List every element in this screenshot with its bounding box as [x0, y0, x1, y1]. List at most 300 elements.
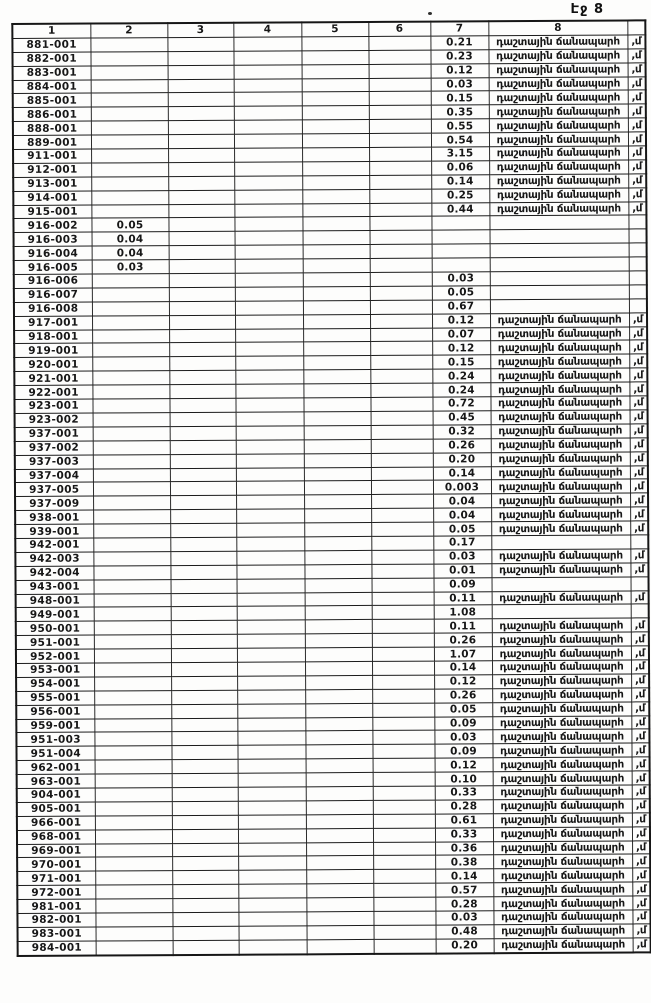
cell-empty: [302, 203, 369, 217]
edge-text-fragment: ,մ: [630, 521, 648, 535]
cell-empty: [169, 315, 235, 329]
cell-empty: [372, 717, 434, 731]
cell-road-type: դաշտային ճանապարհ: [490, 327, 629, 342]
cell-road-type: [490, 257, 629, 272]
cell-empty: [233, 51, 301, 65]
cell-empty: [171, 634, 237, 648]
cell-length-value: 0.17: [433, 536, 491, 550]
cell-col2-value: [92, 288, 169, 302]
column-header: 4: [233, 22, 301, 37]
cell-code: 954-001: [16, 677, 94, 691]
cell-empty: [236, 481, 304, 495]
cell-col2-value: [96, 926, 173, 940]
cell-road-type: դաշտային ճանապարհ: [493, 785, 632, 800]
cell-empty: [172, 801, 238, 815]
edge-text-fragment: ,մ: [631, 688, 649, 702]
edge-text-fragment: ,մ: [630, 549, 648, 563]
edge-text-fragment: ,մ: [632, 799, 650, 813]
cell-empty: [237, 662, 305, 676]
cell-length-value: 0.09: [434, 744, 492, 758]
cell-length-value: 0.12: [432, 341, 490, 355]
cell-code: 942-003: [15, 552, 93, 566]
edge-text-fragment: [630, 535, 648, 549]
cell-empty: [304, 509, 371, 523]
cell-code: 970-001: [17, 857, 95, 871]
edge-text-fragment: ,մ: [631, 632, 649, 646]
cell-empty: [301, 36, 368, 50]
cell-col2-value: [93, 538, 170, 552]
cell-road-type: դաշտային ճանապարհ: [490, 382, 629, 397]
cell-length-value: 0.48: [436, 925, 494, 939]
edge-text-fragment: ,մ: [631, 674, 649, 688]
cell-empty: [171, 579, 237, 593]
cell-road-type: [490, 271, 629, 286]
cell-length-value: 0.05: [432, 286, 490, 300]
cell-col2-value: [94, 732, 171, 746]
cell-length-value: 0.35: [431, 105, 489, 119]
cell-empty: [169, 398, 235, 412]
cell-empty: [302, 120, 369, 134]
cell-empty: [235, 315, 303, 329]
edge-text-fragment: ,մ: [629, 354, 647, 368]
cell-empty: [304, 467, 371, 481]
cell-col2-value: [93, 496, 170, 510]
cell-empty: [233, 37, 301, 51]
cell-col2-value: [94, 676, 171, 690]
cell-empty: [235, 259, 303, 273]
cell-col2-value: [91, 149, 168, 163]
cell-length-value: 0.03: [433, 550, 491, 564]
edge-text-fragment: ,մ: [628, 104, 646, 118]
edge-text-fragment: ,մ: [630, 563, 648, 577]
cell-road-type: դաշտային ճանապարհ: [492, 590, 631, 605]
cell-empty: [306, 773, 373, 787]
cell-empty: [236, 523, 304, 537]
cell-code: 948-001: [16, 594, 94, 608]
cell-road-type: դաշտային ճանապարհ: [489, 63, 628, 78]
cell-empty: [172, 884, 238, 898]
cell-empty: [238, 856, 306, 870]
cell-empty: [236, 509, 304, 523]
cell-code: 937-003: [15, 455, 93, 469]
cell-road-type: դաշտային ճանապարհ: [489, 174, 628, 189]
cell-empty: [303, 370, 370, 384]
cell-empty: [371, 536, 433, 550]
cell-empty: [371, 494, 433, 508]
header-margin-cell: [627, 20, 645, 34]
cell-code: 911-001: [13, 149, 91, 163]
cell-empty: [172, 815, 238, 829]
cell-length-value: 0.45: [433, 411, 491, 425]
cell-empty: [171, 690, 237, 704]
cell-code: 917-001: [14, 316, 92, 330]
cell-empty: [304, 453, 371, 467]
cell-empty: [306, 870, 373, 884]
cell-empty: [369, 119, 431, 133]
cell-col2-value: [94, 663, 171, 677]
cell-empty: [237, 717, 305, 731]
cell-empty: [370, 244, 432, 258]
cell-code: 959-001: [16, 719, 94, 733]
edge-text-fragment: ,մ: [631, 646, 649, 660]
cell-code: 951-003: [16, 732, 94, 746]
cell-col2-value: [95, 843, 172, 857]
cell-empty: [305, 689, 372, 703]
cell-empty: [369, 92, 431, 106]
cell-empty: [304, 550, 371, 564]
edge-text-fragment: ,մ: [633, 938, 651, 952]
cell-empty: [237, 648, 305, 662]
cell-empty: [169, 384, 235, 398]
cell-col2-value: [94, 607, 171, 621]
cell-empty: [305, 606, 372, 620]
cell-empty: [168, 204, 234, 218]
cell-empty: [304, 564, 371, 578]
cell-empty: [371, 480, 433, 494]
cell-empty: [304, 439, 371, 453]
cell-col2-value: [95, 871, 172, 885]
cell-length-value: 0.36: [435, 841, 493, 855]
cell-road-type: դաշտային ճանապարհ: [490, 368, 629, 383]
cell-length-value: 0.09: [434, 577, 492, 591]
cell-empty: [306, 884, 373, 898]
cell-empty: [372, 689, 434, 703]
cell-code: 916-004: [14, 246, 92, 260]
edge-text-fragment: ,մ: [628, 76, 646, 90]
cell-length-value: 0.12: [435, 758, 493, 772]
cell-empty: [235, 287, 303, 301]
cell-code: 949-001: [16, 607, 94, 621]
cell-empty: [169, 357, 235, 371]
cell-empty: [370, 383, 432, 397]
edge-text-fragment: ,մ: [631, 743, 649, 757]
cell-empty: [238, 815, 306, 829]
edge-text-fragment: [629, 229, 647, 243]
column-header: 8: [488, 20, 627, 35]
cell-col2-value: [95, 760, 172, 774]
cell-empty: [170, 412, 236, 426]
cell-length-value: [432, 258, 490, 272]
cell-empty: [303, 286, 370, 300]
cell-empty: [302, 78, 369, 92]
cell-empty: [370, 355, 432, 369]
cell-road-type: դաշտային ճանապարհ: [491, 410, 630, 425]
cell-empty: [304, 495, 371, 509]
cell-empty: [236, 537, 304, 551]
cell-road-type: դաշտային ճանապարհ: [492, 729, 631, 744]
cell-road-type: դաշտային ճանապարհ: [489, 77, 628, 92]
cell-col2-value: [91, 190, 168, 204]
cell-length-value: 0.25: [431, 188, 489, 202]
cell-road-type: դաշտային ճանապարհ: [491, 507, 630, 522]
cell-empty: [234, 134, 302, 148]
cell-road-type: դաշտային ճանապարհ: [493, 868, 632, 883]
edge-text-fragment: [628, 215, 646, 229]
cell-col2-value: [93, 524, 170, 538]
cell-code: 955-001: [16, 691, 94, 705]
cell-empty: [234, 106, 302, 120]
cell-code: 962-001: [17, 760, 95, 774]
cell-length-value: 0.26: [434, 633, 492, 647]
cell-empty: [305, 661, 372, 675]
cell-empty: [372, 647, 434, 661]
cell-length-value: 0.20: [436, 939, 494, 954]
column-header: 3: [167, 23, 233, 38]
cell-col2-value: [94, 621, 171, 635]
edge-text-fragment: ,մ: [627, 49, 645, 63]
cell-col2-value: [91, 135, 168, 149]
edge-text-fragment: ,մ: [630, 410, 648, 424]
cell-col2-value: [92, 371, 169, 385]
cell-road-type: դաշտային ճանապարհ: [489, 118, 628, 133]
cell-length-value: 0.55: [431, 119, 489, 133]
cell-code: 914-001: [13, 191, 91, 205]
cell-col2-value: 0.04: [92, 232, 169, 246]
cell-empty: [301, 50, 368, 64]
cell-code: 972-001: [17, 885, 95, 899]
cell-empty: [236, 467, 304, 481]
cell-empty: [169, 232, 235, 246]
cell-length-value: 0.24: [432, 383, 490, 397]
cell-road-type: դաշտային ճանապարհ: [491, 465, 630, 480]
cell-code: 950-001: [16, 621, 94, 635]
cell-road-type: դաշտային ճանապարհ: [490, 340, 629, 355]
cell-empty: [234, 78, 302, 92]
cell-empty: [372, 619, 434, 633]
cell-empty: [235, 245, 303, 259]
cell-empty: [373, 842, 435, 856]
cell-road-type: դաշտային ճանապարհ: [490, 396, 629, 411]
cell-col2-value: [91, 204, 168, 218]
cell-length-value: 0.11: [434, 619, 492, 633]
edge-text-fragment: ,մ: [628, 90, 646, 104]
cell-length-value: 0.12: [432, 313, 490, 327]
cell-col2-value: [95, 885, 172, 899]
cell-code: 937-005: [15, 482, 93, 496]
cell-length-value: 0.03: [432, 272, 490, 286]
edge-text-fragment: ,մ: [628, 201, 646, 215]
cell-code: 922-001: [14, 385, 92, 399]
cell-empty: [234, 148, 302, 162]
column-header: 6: [368, 22, 430, 37]
cell-empty: [172, 843, 238, 857]
cell-empty: [372, 661, 434, 675]
cell-empty: [373, 800, 435, 814]
cell-empty: [169, 343, 235, 357]
cell-empty: [168, 218, 234, 232]
cell-length-value: 0.05: [434, 702, 492, 716]
edge-text-fragment: [629, 271, 647, 285]
cell-col2-value: [95, 788, 172, 802]
cell-empty: [171, 607, 237, 621]
edge-text-fragment: [629, 299, 647, 313]
cell-empty: [306, 759, 373, 773]
cell-empty: [302, 64, 369, 78]
cell-empty: [368, 50, 430, 64]
cell-length-value: 0.61: [435, 814, 493, 828]
cell-empty: [237, 634, 305, 648]
cell-empty: [236, 412, 304, 426]
cell-road-type: [492, 577, 631, 592]
cell-empty: [172, 857, 238, 871]
cell-code: 882-001: [12, 52, 90, 66]
cell-empty: [370, 272, 432, 286]
cell-empty: [239, 940, 307, 955]
cell-empty: [237, 676, 305, 690]
edge-text-fragment: ,մ: [633, 924, 651, 938]
cell-empty: [173, 926, 239, 940]
cell-empty: [371, 522, 433, 536]
cell-road-type: դաշտային ճանապարհ: [489, 160, 628, 175]
cell-road-type: դաշտային ճանապարհ: [491, 424, 630, 439]
cell-col2-value: [95, 913, 172, 927]
cell-empty: [169, 301, 235, 315]
cell-length-value: 0.54: [431, 133, 489, 147]
cell-empty: [372, 731, 434, 745]
cell-empty: [373, 856, 435, 870]
cell-empty: [172, 787, 238, 801]
cell-col2-value: [95, 815, 172, 829]
cell-empty: [172, 898, 238, 912]
cell-code: 913-001: [13, 177, 91, 191]
cell-code: 953-001: [16, 663, 94, 677]
cell-empty: [371, 453, 433, 467]
edge-text-fragment: ,մ: [628, 63, 646, 77]
cell-empty: [168, 134, 234, 148]
edge-text-fragment: ,մ: [631, 729, 649, 743]
cell-empty: [172, 912, 238, 926]
cell-code: 885-001: [13, 94, 91, 108]
cell-empty: [239, 926, 307, 940]
cell-length-value: 0.12: [431, 63, 489, 77]
cell-length-value: 0.14: [434, 661, 492, 675]
cell-empty: [305, 675, 372, 689]
cell-empty: [305, 731, 372, 745]
cell-empty: [235, 342, 303, 356]
cell-code: 951-004: [16, 746, 94, 760]
cell-length-value: 0.14: [431, 175, 489, 189]
cell-empty: [168, 190, 234, 204]
cell-empty: [370, 300, 432, 314]
cell-col2-value: [94, 579, 171, 593]
cell-empty: [370, 328, 432, 342]
cell-road-type: դաշտային ճանապարհ: [491, 452, 630, 467]
cell-empty: [373, 772, 435, 786]
cell-empty: [303, 245, 370, 259]
cell-code: 918-001: [14, 330, 92, 344]
cell-col2-value: [94, 635, 171, 649]
cell-empty: [303, 384, 370, 398]
cell-empty: [302, 134, 369, 148]
cell-code: 951-001: [16, 635, 94, 649]
cell-empty: [168, 107, 234, 121]
edge-text-fragment: [629, 257, 647, 271]
cell-road-type: դաշտային ճանապարհ: [492, 646, 631, 661]
cell-empty: [303, 314, 370, 328]
edge-text-fragment: ,մ: [628, 146, 646, 160]
cell-empty: [238, 884, 306, 898]
cell-empty: [374, 925, 436, 939]
cell-code: 937-009: [15, 496, 93, 510]
cell-col2-value: [94, 718, 171, 732]
cell-empty: [371, 425, 433, 439]
cell-code: 921-001: [14, 371, 92, 385]
cell-empty: [172, 773, 238, 787]
cell-empty: [168, 93, 234, 107]
cell-col2-value: [95, 801, 172, 815]
cell-empty: [302, 161, 369, 175]
edge-text-fragment: ,մ: [632, 771, 650, 785]
cell-length-value: 0.003: [433, 480, 491, 494]
cell-col2-value: [91, 176, 168, 190]
edge-text-fragment: ,մ: [630, 424, 648, 438]
cell-code: 963-001: [17, 774, 95, 788]
cell-empty: [305, 717, 372, 731]
cell-road-type: դաշտային ճանապարհ: [493, 840, 632, 855]
cell-road-type: դաշտային ճանապարհ: [494, 924, 633, 939]
cell-col2-value: 0.05: [91, 218, 168, 232]
cell-empty: [372, 744, 434, 758]
cell-empty: [369, 175, 431, 189]
cell-empty: [168, 176, 234, 190]
cell-empty: [170, 454, 236, 468]
cell-col2-value: [92, 274, 169, 288]
cell-length-value: 0.26: [433, 438, 491, 452]
edge-text-fragment: ,մ: [631, 701, 649, 715]
cell-empty: [170, 523, 236, 537]
cell-empty: [238, 898, 306, 912]
cell-empty: [235, 370, 303, 384]
cell-empty: [237, 731, 305, 745]
cell-road-type: դաշտային ճանապարհ: [493, 854, 632, 869]
cell-empty: [305, 620, 372, 634]
cell-empty: [302, 175, 369, 189]
cell-road-type: դաշտային ճանապարհ: [489, 132, 628, 147]
edge-text-fragment: ,մ: [632, 882, 650, 896]
cell-road-type: դաշտային ճանապարհ: [492, 618, 631, 633]
cell-empty: [235, 384, 303, 398]
cell-length-value: 0.14: [433, 466, 491, 480]
cell-empty: [306, 856, 373, 870]
cell-col2-value: [93, 510, 170, 524]
cell-road-type: դաշտային ճանապարհ: [491, 493, 630, 508]
cell-code: 881-001: [12, 38, 90, 52]
cell-col2-value: [93, 565, 170, 579]
cell-empty: [171, 662, 237, 676]
cell-empty: [235, 231, 303, 245]
cell-empty: [302, 189, 369, 203]
edge-text-fragment: ,մ: [628, 132, 646, 146]
cell-empty: [238, 842, 306, 856]
cell-empty: [372, 592, 434, 606]
cell-empty: [302, 147, 369, 161]
cell-empty: [306, 842, 373, 856]
cell-col2-value: [94, 593, 171, 607]
table-row: [18, 938, 651, 956]
cell-empty: [236, 495, 304, 509]
cell-empty: [306, 814, 373, 828]
cell-empty: [306, 828, 373, 842]
cell-empty: [303, 328, 370, 342]
cell-empty: [237, 745, 305, 759]
cell-empty: [370, 230, 432, 244]
cell-length-value: 0.03: [431, 77, 489, 91]
cell-length-value: 0.23: [430, 50, 488, 64]
cell-empty: [373, 814, 435, 828]
cell-empty: [171, 704, 237, 718]
cell-length-value: 0.04: [433, 494, 491, 508]
edge-text-fragment: ,մ: [630, 465, 648, 479]
